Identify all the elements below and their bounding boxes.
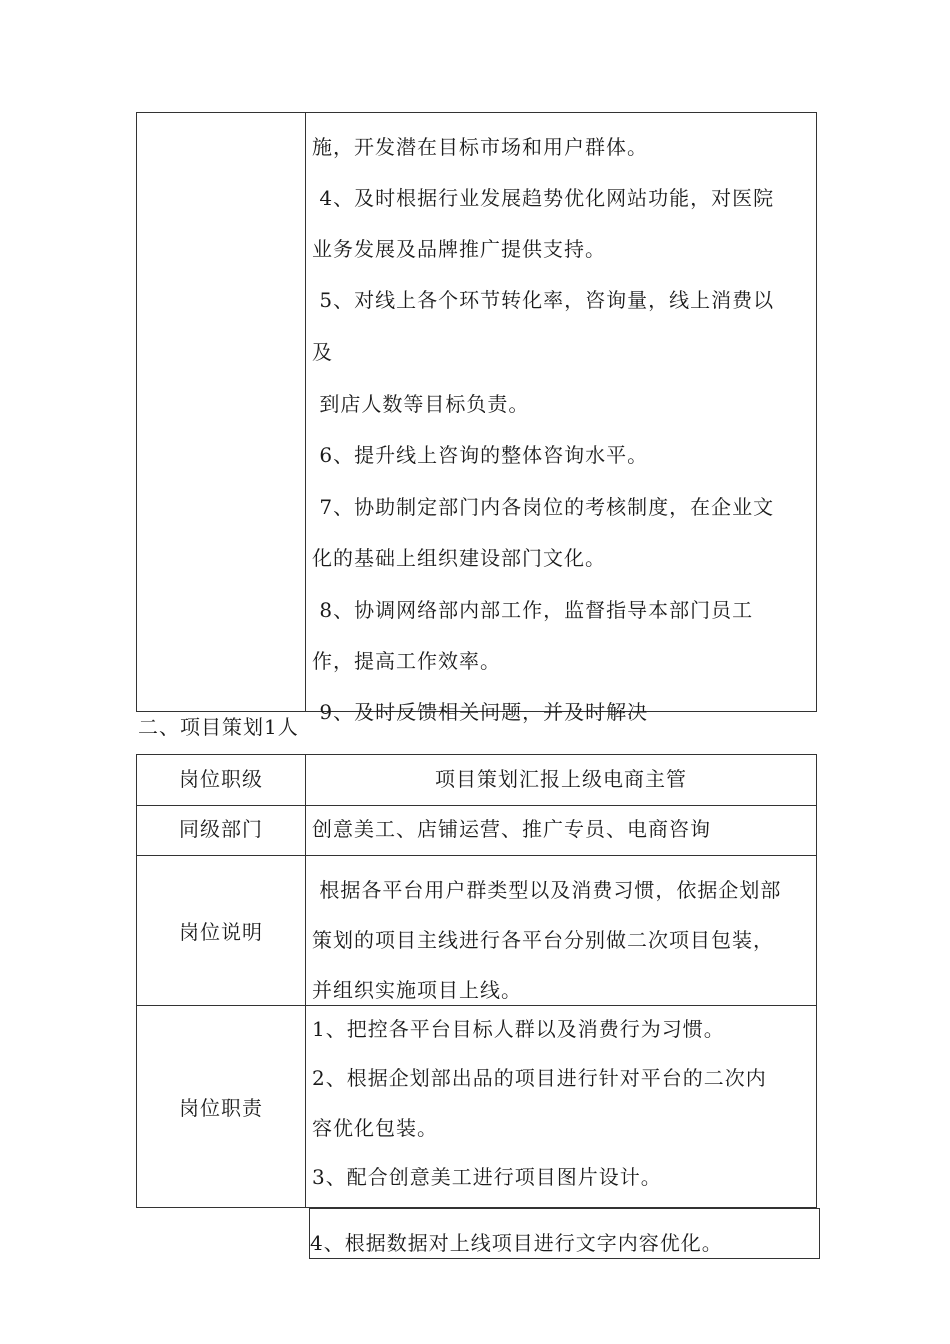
row-label-rank: 岗位职级	[179, 767, 263, 791]
top-line-8: 7、协助制定部门内各岗位的考核制度，在企业文	[312, 495, 775, 519]
description-line-3: 并组织实施项目上线。	[312, 978, 522, 1002]
duty-line-3: 容优化包装。	[312, 1116, 438, 1140]
duty-line-5: 4、根据数据对上线项目进行文字内容优化。	[310, 1231, 723, 1255]
top-table-content	[306, 113, 816, 724]
top-line-4: 5、对线上各个环节转化率，咨询量，线上消费以	[312, 288, 775, 312]
section-heading: 二、项目策划1人	[138, 715, 299, 739]
top-line-7: 6、提升线上咨询的整体咨询水平。	[312, 443, 649, 467]
row-label-peer-dept: 同级部门	[179, 817, 263, 841]
row-separator-3	[136, 1005, 817, 1006]
row-value-rank: 项目策划汇报上级电商主管	[435, 767, 687, 791]
top-line-9: 化的基础上组织建设部门文化。	[312, 546, 606, 570]
duty-line-2: 2、根据企划部出品的项目进行针对平台的二次内	[312, 1066, 767, 1090]
duty-line-4: 3、配合创意美工进行项目图片设计。	[312, 1165, 662, 1189]
description-line-2: 策划的项目主线进行各平台分别做二次项目包装，	[312, 928, 774, 952]
top-line-12-clipped: 9、及时反馈相关问题，并及时解决	[312, 700, 649, 724]
duty-line-1: 1、把控各平台目标人群以及消费行为习惯。	[312, 1017, 725, 1041]
top-line-11: 作，提高工作效率。	[312, 649, 501, 673]
top-line-3: 业务发展及品牌推广提供支持。	[312, 237, 606, 261]
top-line-6: 到店人数等目标负责。	[312, 392, 530, 416]
description-line-1: 根据各平台用户群类型以及消费习惯，依据企划部	[312, 878, 782, 902]
row-label-duties: 岗位职责	[179, 1096, 263, 1120]
row-separator-1	[136, 805, 817, 806]
top-line-2: 4、及时根据行业发展趋势优化网站功能，对医院	[312, 186, 775, 210]
top-line-5: 及	[312, 340, 333, 364]
row-label-description: 岗位说明	[179, 920, 263, 944]
top-line-1: 施，开发潜在目标市场和用户群体。	[312, 135, 648, 159]
row-separator-2	[136, 855, 817, 856]
row-value-peer-dept: 创意美工、店铺运营、推广专员、电商咨询	[312, 817, 711, 841]
job-table-divider	[305, 754, 306, 1208]
top-line-10: 8、协调网络部内部工作，监督指导本部门员工	[312, 598, 754, 622]
